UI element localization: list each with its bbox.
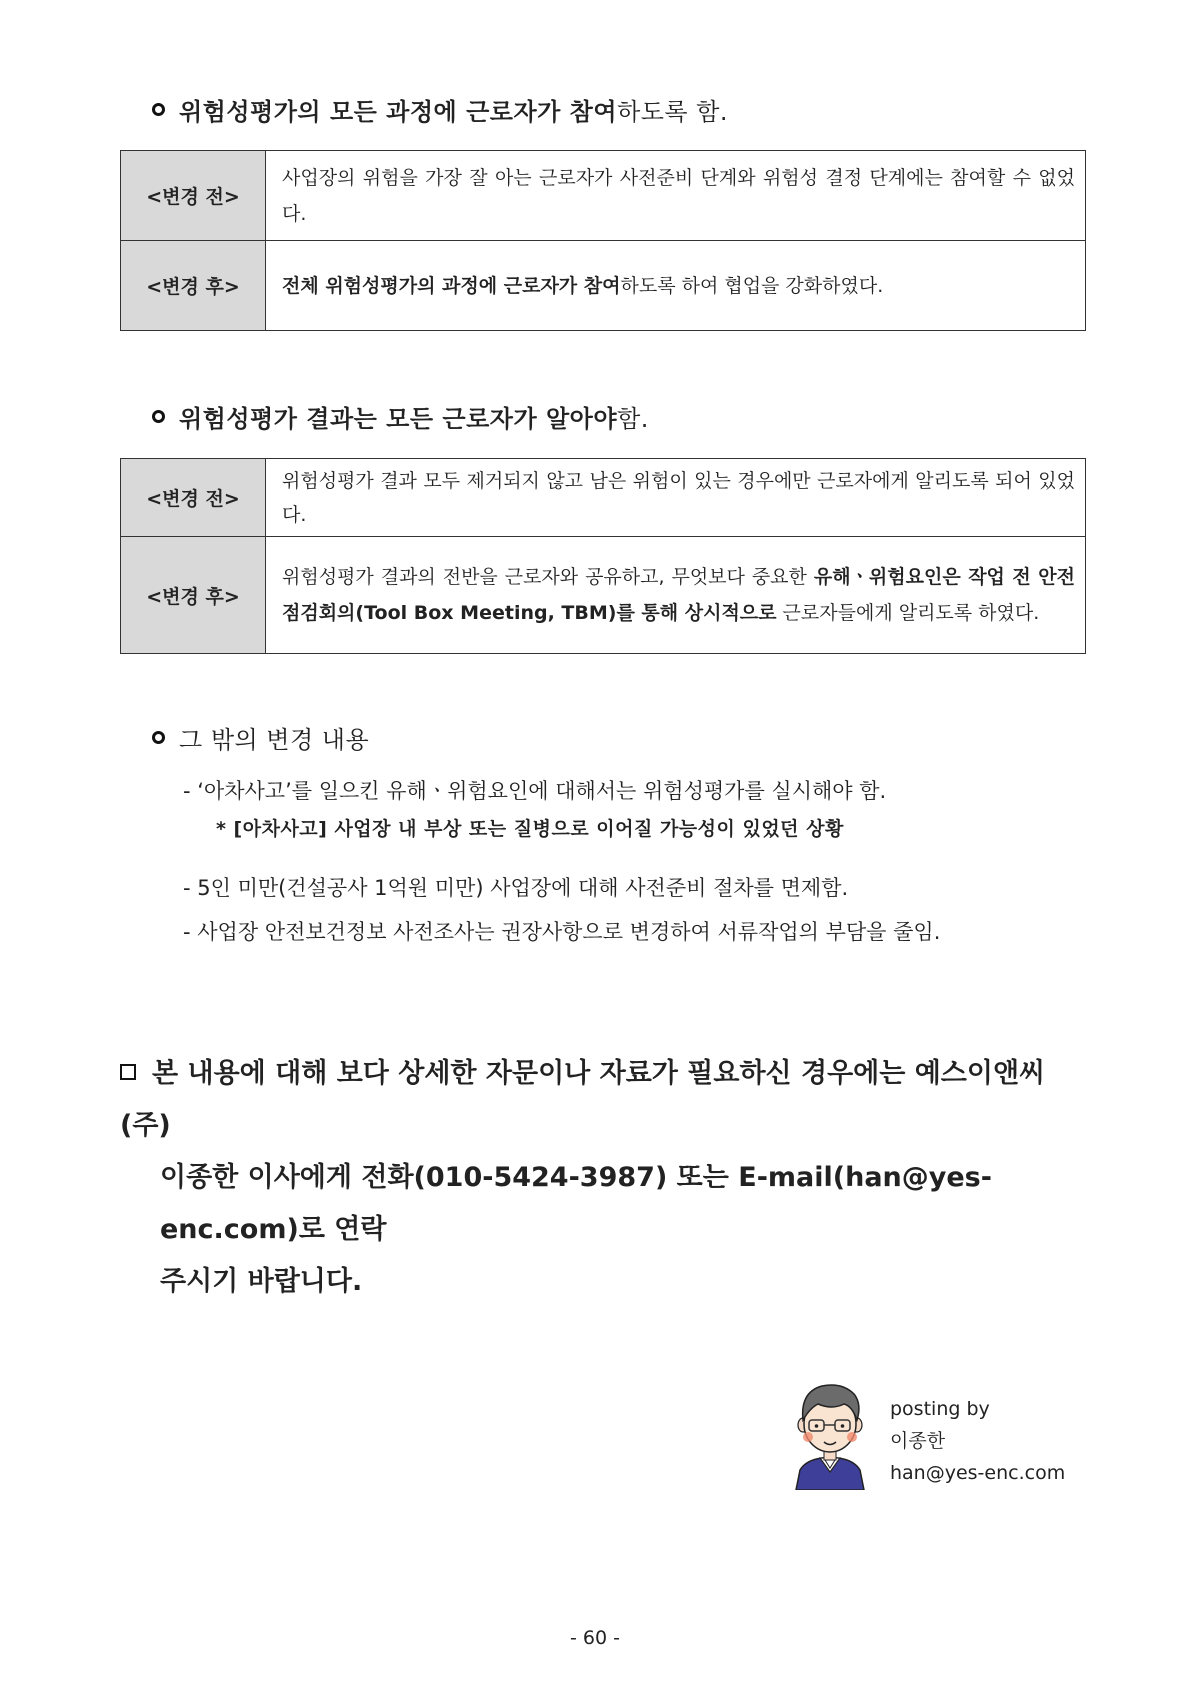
section1-after-cell [266,241,1086,331]
section2-after-label: <변경 후> [121,537,266,654]
section1-before-label: <변경 전> [121,151,266,241]
author-avatar-icon [792,1380,868,1490]
section2-after-bold: 유해ㆍ위험요인은 작업 전 안전점검회의(Tool Box Meeting, TBM)를 통해 상시적으로 [282,566,1075,624]
posting-label: posting by [890,1398,990,1420]
section1-table [120,150,1086,331]
circle-bullet-icon [152,410,165,423]
section2-after-pre: 위험성평가 결과의 전반을 근로자와 공유하고, 무엇보다 중요한 [282,566,814,588]
section2-after-rest: 근로자들에게 알리도록 하였다. [776,602,1040,624]
section3-item2: - 5인 미만(건설공사 1억원 미만) 사업장에 대해 사전준비 절차를 면제함. [183,876,849,900]
posting-info [890,1393,1065,1489]
section1-heading-bold: 위험성평가의 모든 과정에 근로자가 참여 [179,98,618,126]
section2-after-cell [266,537,1086,654]
section2-heading-rest: 함. [617,405,649,433]
section3-item3: - 사업장 안전보건정보 사전조사는 권장사항으로 변경하여 서류작업의 부담을 줄임. [183,920,941,944]
section1-before-text: 사업장의 위험을 가장 잘 아는 근로자가 사전준비 단계와 위험성 결정 단계에는 참여할 수 없었다. [266,151,1086,241]
section2-before-label: <변경 전> [121,459,266,537]
posting-name: 이종한 [890,1430,946,1452]
section2-heading-bold: 위험성평가 결과는 모든 근로자가 알아야 [179,405,618,433]
section3-heading [152,720,369,755]
section1-heading [152,92,728,127]
circle-bullet-icon [152,103,165,116]
square-bullet-icon [120,1064,136,1080]
section3-heading-text: 그 밖의 변경 내용 [179,726,370,754]
section1-heading-rest: 하도록 함. [617,98,729,126]
section1-after-label: <변경 후> [121,241,266,331]
section3-note: * [아차사고] 사업장 내 부상 또는 질병으로 이어질 가능성이 있었던 상황 [216,818,844,840]
page-number: - 60 - [570,1627,620,1649]
section1-after-bold: 전체 위험성평가의 과정에 근로자가 참여 [282,274,621,297]
contact-line1: 본 내용에 대해 보다 상세한 자문이나 자료가 필요하신 경우에는 예스이앤씨(주) [120,1058,1046,1141]
posting-email: han@yes-enc.com [890,1462,1066,1484]
contact-line2: 이종한 이사에게 전화(010-5424-3987) 또는 E-mail(han@yes-enc.com)로 연락 [160,1162,992,1245]
section2-table [120,458,1086,654]
section2-heading [152,399,649,434]
section2-before-text: 위험성평가 결과 모두 제거되지 않고 남은 위험이 있는 경우에만 근로자에게 알리도록 되어 있었다. [266,459,1086,537]
contact-paragraph [120,1048,1086,1308]
contact-line3: 주시기 바랍니다. [160,1266,363,1297]
circle-bullet-icon [152,731,165,744]
section3-item1: - ‘아차사고’를 일으킨 유해ㆍ위험요인에 대해서는 위험성평가를 실시해야 함. [183,779,887,803]
contact-line1-wrap [120,1048,1086,1152]
section1-after-rest: 하도록 하여 협업을 강화하였다. [620,274,884,297]
